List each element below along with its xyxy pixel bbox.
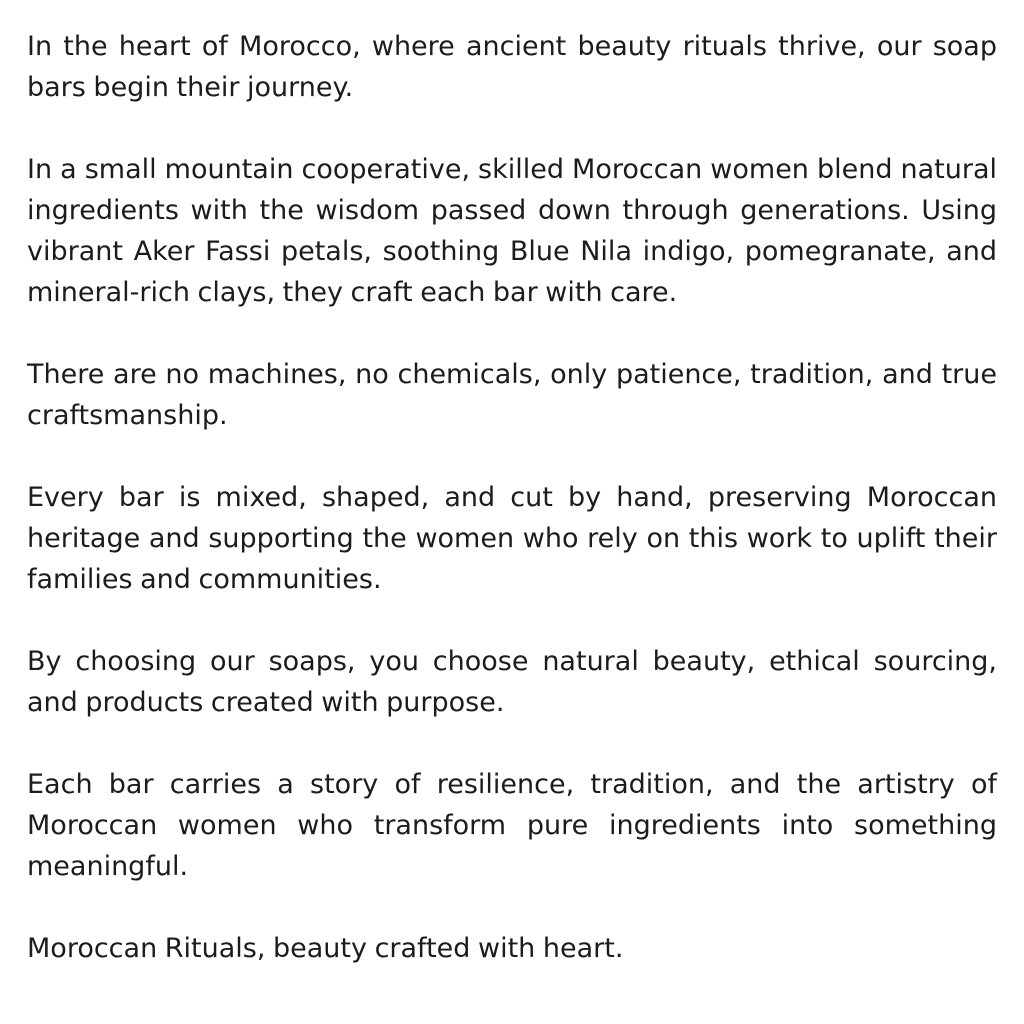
paragraph-intro: In the heart of Morocco, where ancient beauty rituals thrive, our soap bars begin their journey. [27, 31, 997, 103]
paragraph-cooperative: In a small mountain cooperative, skilled Moroccan women blend natural ingredients with the wisdom passed down through generations. Using vibrant Aker Fassi petals, soothing Blue Nila indigo, pomegranate, and mineral-rich clays, they craft each bar with care. [27, 154, 997, 308]
paragraph-craftsmanship: There are no machines, no chemicals, only patience, tradition, and true craftsmanship. [27, 359, 997, 431]
paragraph-tagline: Moroccan Rituals, beauty crafted with heart. [27, 933, 624, 964]
paragraph-choice: By choosing our soaps, you choose natural beauty, ethical sourcing, and products created with purpose. [27, 646, 997, 718]
paragraph-handmade: Every bar is mixed, shaped, and cut by hand, preserving Moroccan heritage and supporting the women who rely on this work to uplift their families and communities. [27, 482, 997, 595]
paragraph-story: Each bar carries a story of resilience, tradition, and the artistry of Moroccan women who transform pure ingredients into something meaningful. [27, 769, 997, 882]
